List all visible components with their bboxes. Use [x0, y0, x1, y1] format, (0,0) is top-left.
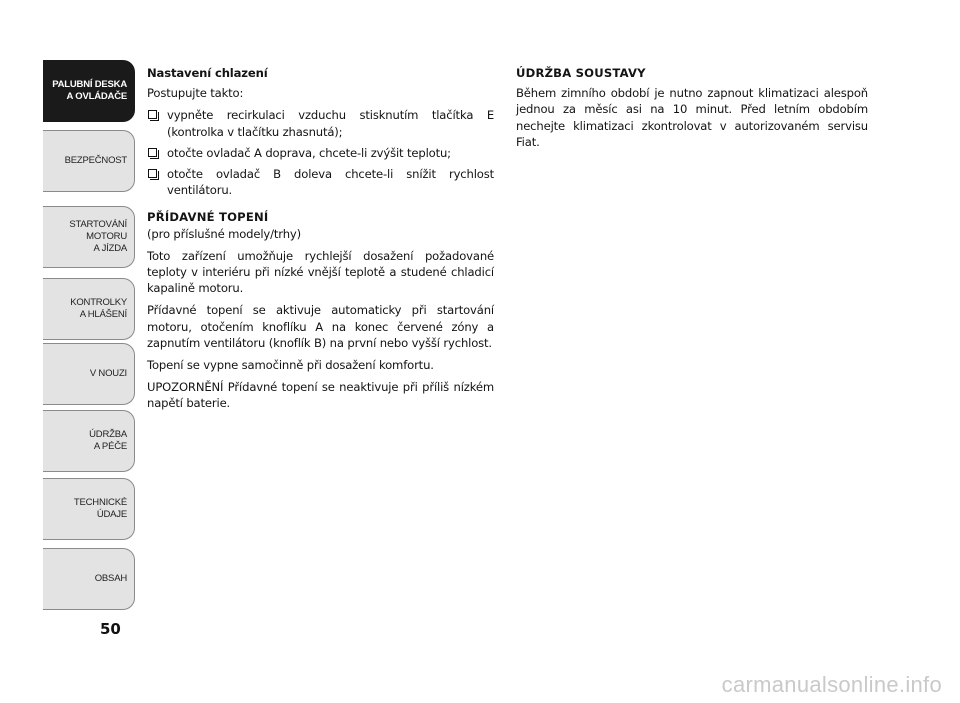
- left-column: [147, 65, 494, 418]
- cooling-intro: Postupujte takto:: [147, 86, 244, 101]
- tab-udrzba[interactable]: ÚDRŽBA A PÉČE: [43, 410, 135, 472]
- maintenance-heading: ÚDRŽBA SOUSTAVY: [516, 66, 646, 80]
- checkbox-bullet-icon: [148, 148, 157, 157]
- warning-label: UPOZORNĚNÍ: [147, 380, 224, 395]
- page-number: 50: [100, 620, 121, 638]
- heater-heading: PŘÍDAVNÉ TOPENÍ: [147, 210, 269, 225]
- warning-paragraph: [147, 379, 494, 411]
- step-text: otočte ovladač A doprava, chcete-li zvýšit teplotu;: [167, 145, 451, 160]
- cooling-steps: [147, 107, 494, 198]
- step-text: otočte ovladač B doleva chcete-li snížit rychlost ventilátoru.: [167, 167, 494, 198]
- checkbox-bullet-icon: [148, 110, 157, 119]
- list-item: [147, 107, 494, 139]
- heater-paragraph: Přídavné topení se aktivuje automaticky při startování motoru, otočením knoflíku A na konec červené zóny a zapnutím ventilátoru (knoflík B) na první nebo vyšší rychlost.: [147, 303, 494, 350]
- cooling-heading: Nastavení chlazení: [147, 66, 268, 80]
- heater-paragraph: Toto zařízení umožňuje rychlejší dosažení požadované teploty v interiéru při nízké vnější teplotě a studené chladicí kapalině motoru.: [147, 248, 494, 296]
- maintenance-paragraph: Během zimního období je nutno zapnout klimatizaci alespoň jednou za měsíc asi na 10 minut. Před letním obdobím nechejte klimatizaci zkontrolovat v autorizovaném servisu Fiat.: [516, 86, 868, 149]
- checkbox-bullet-icon: [148, 169, 157, 178]
- right-column: [516, 65, 868, 156]
- tab-kontrolky[interactable]: KONTROLKY A HLÁŠENÍ: [43, 278, 135, 340]
- tab-v-nouzi[interactable]: V NOUZI: [43, 343, 135, 405]
- list-item: [147, 166, 494, 198]
- heater-subheading: (pro příslušné modely/trhy): [147, 226, 301, 241]
- tab-bezpecnost[interactable]: BEZPEČNOST: [43, 130, 135, 192]
- warning-text: Přídavné topení se neaktivuje při příliš nízkém napětí baterie.: [147, 380, 494, 411]
- step-text: vypněte recirkulaci vzduchu stisknutím tlačítka E (kontrolka v tlačítku zhasnutá);: [167, 108, 494, 139]
- tab-obsah[interactable]: OBSAH: [43, 548, 135, 610]
- tab-palubni-deska[interactable]: PALUBNÍ DESKA A OVLÁDAČE: [43, 60, 135, 122]
- list-item: [147, 145, 494, 161]
- watermark: carmanualsonline.info: [721, 672, 942, 697]
- tab-startovani[interactable]: STARTOVÁNÍ MOTORU A JÍZDA: [43, 206, 135, 268]
- heater-paragraph: Topení se vypne samočinně při dosažení komfortu.: [147, 358, 434, 373]
- tab-technicke-udaje[interactable]: TECHNICKÉ ÚDAJE: [43, 478, 135, 540]
